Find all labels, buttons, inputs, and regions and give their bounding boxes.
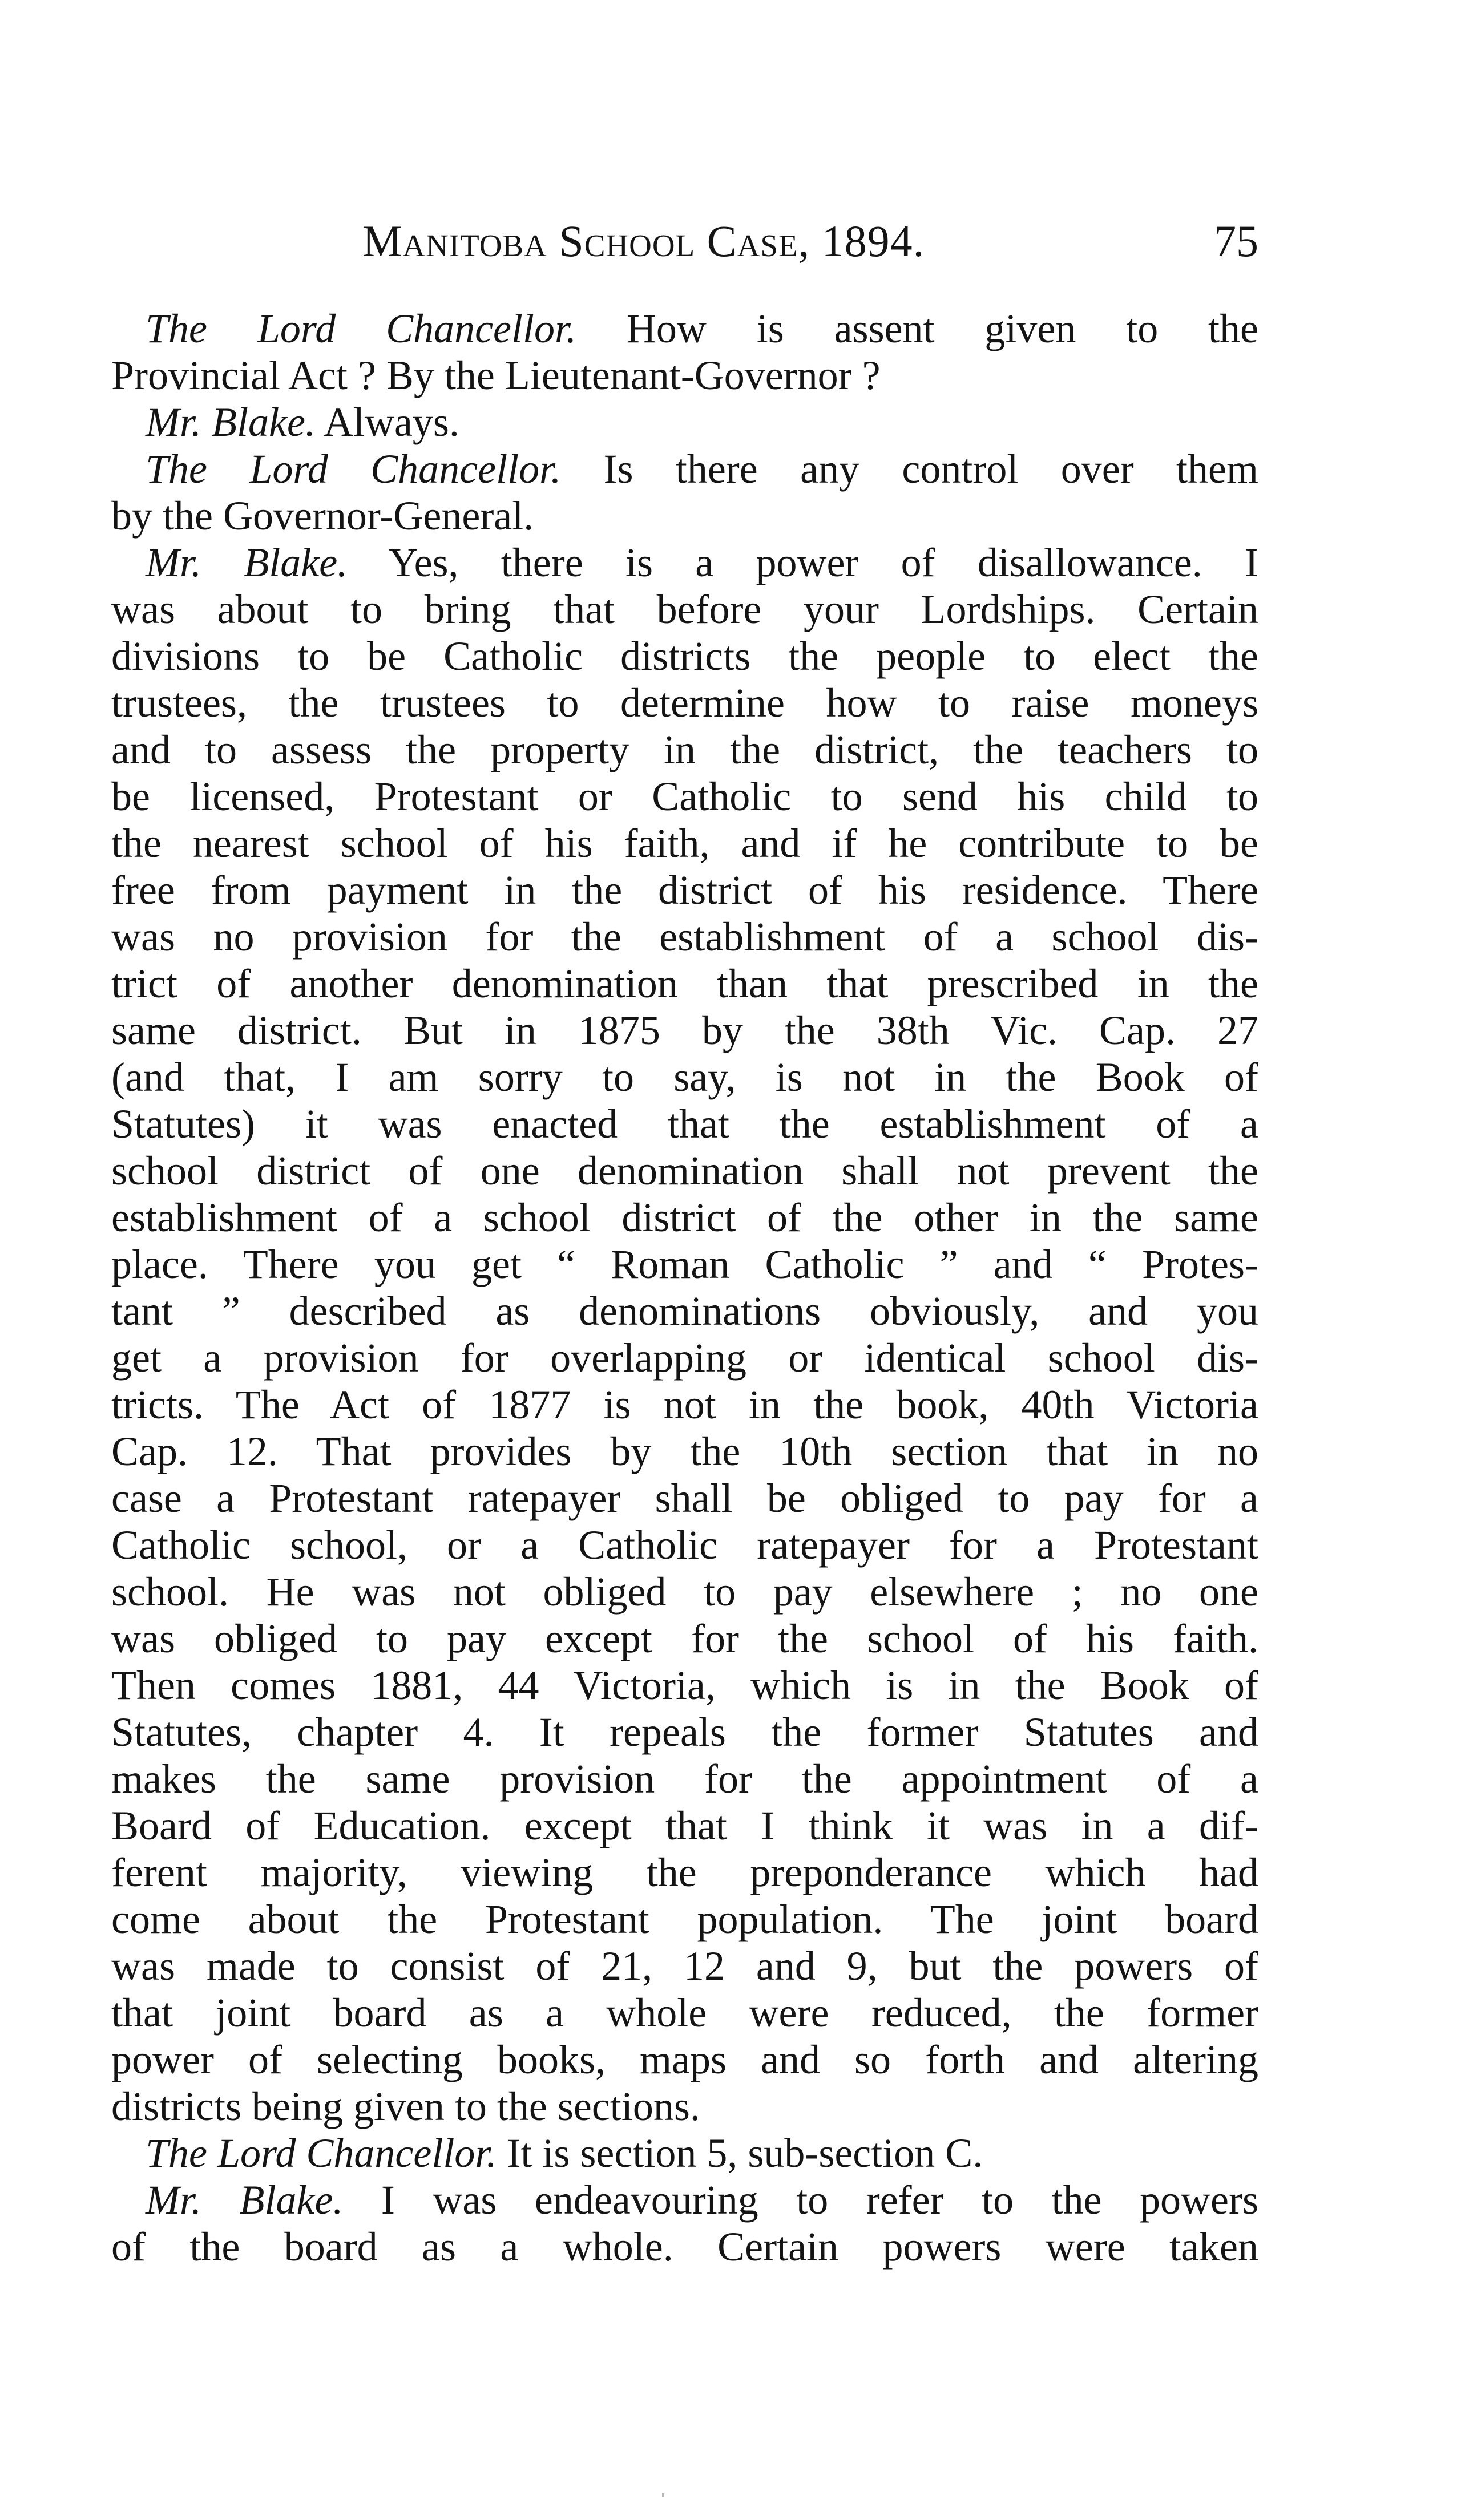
line-text: Statutes, chapter 4. It repeals the former Statutes and (111, 1709, 1258, 1755)
line-text: Provincial Act ? By the Lieutenant-Governor ? (111, 353, 881, 398)
line-text: of the board as a whole. Certain powers were taken (111, 2224, 1258, 2270)
line-text: makes the same provision for the appointment of a (111, 1756, 1258, 1802)
line-text: Cap. 12. That provides by the 10th section that in no (111, 1429, 1258, 1474)
text-line (111, 1849, 1258, 1896)
line-text: districts being given to the sections. (111, 2084, 700, 2129)
line-text: It is section 5, sub-section C. (497, 2130, 983, 2176)
text-line (111, 1896, 1258, 1943)
line-text: tant ” described as denominations obviously, and you (111, 1288, 1258, 1334)
text-line (111, 2036, 1258, 2083)
text-line (111, 352, 1258, 399)
line-text: Then comes 1881, 44 Victoria, which is in the Book of (111, 1663, 1258, 1708)
page-number: 75 (1214, 216, 1258, 266)
text-line (111, 1475, 1258, 1522)
text-line (111, 305, 1258, 352)
line-text: school. He was not obliged to pay elsewhere ; no one (111, 1569, 1258, 1615)
text-line (111, 773, 1258, 820)
text-line (111, 1709, 1258, 1755)
line-text: come about the Protestant population. The joint board (111, 1896, 1258, 1942)
line-text: I was endeavouring to refer to the powers (343, 2177, 1258, 2223)
line-text: power of selecting books, maps and so forth and altering (111, 2037, 1258, 2082)
text-line (111, 1522, 1258, 1568)
line-text: Yes, there is a power of disallowance. I (348, 540, 1258, 585)
speaker-name: Mr. Blake. (146, 540, 348, 585)
line-text: case a Protestant ratepayer shall be obliged to pay for a (111, 1475, 1258, 1521)
line-text: Catholic school, or a Catholic ratepayer for a Protestant (111, 1522, 1258, 1568)
line-text: establishment of a school district of the other in the same (111, 1195, 1258, 1240)
line-text: school district of one denomination shall not prevent the (111, 1148, 1258, 1194)
text-line (111, 399, 1258, 446)
text-line (111, 1147, 1258, 1194)
text-line (111, 1615, 1258, 1662)
text-line (111, 586, 1258, 633)
line-text: was about to bring that before your Lordships. Certain (111, 586, 1258, 632)
text-line (111, 2083, 1258, 2130)
speaker-name: The Lord Chancellor. (146, 306, 577, 351)
body-text (111, 305, 1258, 2270)
speaker-name: The Lord Chancellor. (146, 446, 562, 492)
text-line (111, 2223, 1258, 2270)
text-line (111, 2130, 1258, 2177)
running-title: Manitoba School Case, 1894. (362, 216, 925, 266)
text-line (111, 1054, 1258, 1101)
text-line (111, 1334, 1258, 1381)
line-text: Always. (315, 399, 459, 445)
line-text: divisions to be Catholic districts the people to elect the (111, 633, 1258, 679)
line-text: was no provision for the establishment of a school dis- (111, 914, 1258, 960)
line-text: Board of Education. except that I think it was in a dif- (111, 1803, 1258, 1848)
text-line (111, 1101, 1258, 1147)
text-line (111, 1802, 1258, 1849)
line-text: free from payment in the district of his residence. There (111, 867, 1258, 913)
line-text: tricts. The Act of 1877 is not in the book, 40th Victoria (111, 1382, 1258, 1427)
text-line (111, 1662, 1258, 1709)
text-line (111, 1755, 1258, 1802)
text-line (111, 960, 1258, 1007)
text-line (111, 820, 1258, 867)
text-line (111, 867, 1258, 913)
text-line (111, 1194, 1258, 1241)
paper-speck (662, 2493, 664, 2497)
line-text: (and that, I am sorry to say, is not in the Book of (111, 1054, 1258, 1100)
line-text: get a provision for overlapping or identical school dis- (111, 1335, 1258, 1381)
text-line (111, 1007, 1258, 1054)
text-line (111, 2177, 1258, 2223)
running-header (111, 205, 1258, 268)
line-text: and to assess the property in the district, the teachers to (111, 727, 1258, 772)
text-line (111, 1381, 1258, 1428)
line-text: be licensed, Protestant or Catholic to send his child to (111, 774, 1258, 819)
line-text: was obliged to pay except for the school of his faith. (111, 1616, 1258, 1661)
line-text: Statutes) it was enacted that the establishment of a (111, 1101, 1258, 1147)
text-line (111, 1241, 1258, 1288)
line-text: by the Governor-General. (111, 493, 534, 539)
text-line (111, 1428, 1258, 1475)
text-line (111, 1568, 1258, 1615)
text-line (111, 633, 1258, 679)
line-text: same district. But in 1875 by the 38th Vic. Cap. 27 (111, 1008, 1258, 1053)
speaker-name: Mr. Blake. (146, 2177, 344, 2223)
line-text: the nearest school of his faith, and if he contribute to be (111, 820, 1258, 866)
line-text: that joint board as a whole were reduced, the former (111, 1990, 1258, 2036)
line-text: Is there any control over them (561, 446, 1258, 492)
text-line (111, 446, 1258, 492)
text-line (111, 1288, 1258, 1334)
line-text: trict of another denomination than that prescribed in the (111, 961, 1258, 1006)
line-text: was made to consist of 21, 12 and 9, but the powers of (111, 1943, 1258, 1989)
text-line (111, 679, 1258, 726)
speaker-name: Mr. Blake. (146, 399, 316, 445)
text-line (111, 1989, 1258, 2036)
text-line (111, 913, 1258, 960)
line-text: How is assent given to the (576, 306, 1258, 351)
line-text: ferent majority, viewing the preponderance which had (111, 1850, 1258, 1895)
speaker-name: The Lord Chancellor. (146, 2130, 497, 2176)
text-line (111, 492, 1258, 539)
text-line (111, 539, 1258, 586)
line-text: trustees, the trustees to determine how to raise moneys (111, 680, 1258, 726)
line-text: place. There you get “ Roman Catholic ” and “ Protes- (111, 1241, 1258, 1287)
text-line (111, 726, 1258, 773)
text-line (111, 1943, 1258, 1989)
